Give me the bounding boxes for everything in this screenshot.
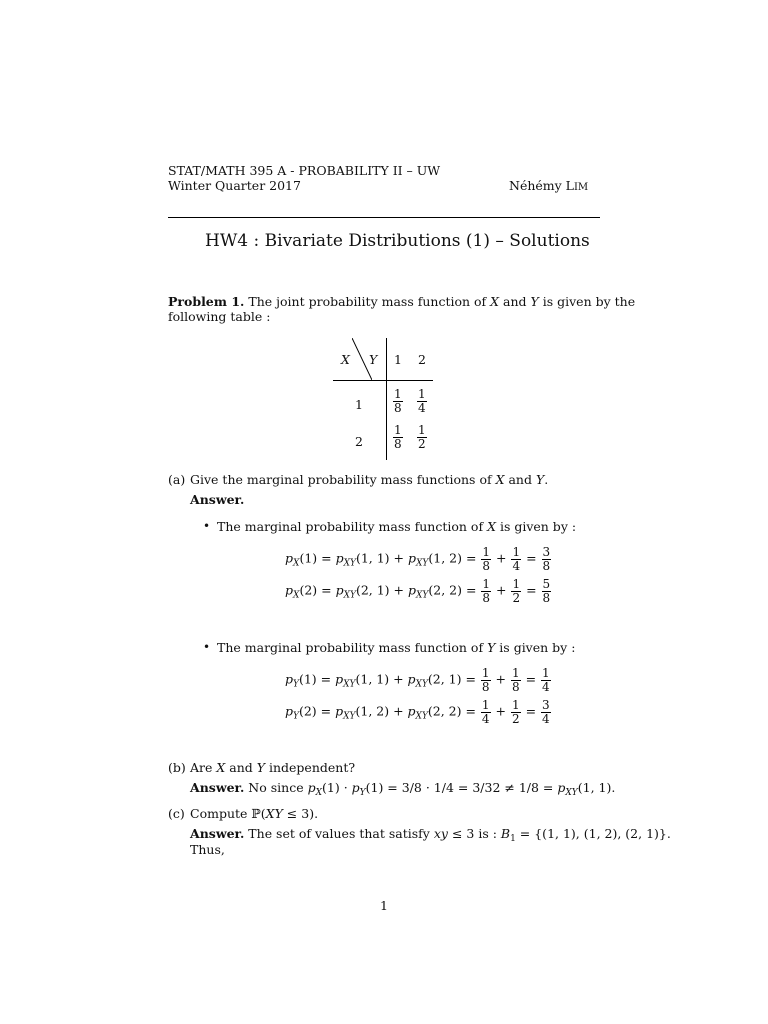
problem-text-line2: following table : [168, 309, 271, 324]
term: Winter Quarter 2017 [168, 178, 301, 193]
part-a-label: (a) [168, 472, 186, 487]
part-a-question: Give the marginal probability mass functions of X and Y. [190, 472, 549, 487]
eq-px2: $p_X(2) = p_{XY}(2$, $1) + p_{XY}(2$, 2) = $\frac{1}{8}$ + $\frac{1}{2}$ = $\frac{5}{8}$ [285, 577, 551, 605]
part-a-bullet1: The marginal probability mass function of X is given by : [217, 519, 577, 534]
table-vertical-rule [386, 338, 387, 460]
eq-py2: $p_Y(2) = p_{XY}(1$, $2) + p_{XY}(2$, 2) = $\frac{1}{4}$ + $\frac{1}{2}$ = $\frac{3}{4}$ [285, 698, 550, 726]
part-c-answer: Answer. The set of values that satisfy xy ≤ 3 is : $B_1 = \{(1$, 1), (1, 2), (2, 1)}. [190, 826, 671, 844]
header-rule [168, 217, 600, 218]
part-a-answer-label: Answer. [190, 492, 245, 507]
problem-text-line1: The joint probability mass function of X and Y is given by the [248, 294, 636, 309]
table-cell: $\frac{1}{4}$ [418, 387, 426, 415]
part-c-label: (c) [168, 806, 185, 821]
table-row-header: 2 [355, 434, 363, 449]
eq-px1: $p_X(1) = p_{XY}(1$, $1) + p_{XY}(1$, 2) = $\frac{1}{8}$ + $\frac{1}{4}$ = $\frac{3}{8}$ [285, 545, 551, 573]
table-row-header: 1 [355, 397, 363, 412]
part-b-label: (b) [168, 760, 186, 775]
bullet-icon: • [203, 519, 211, 533]
part-b-answer: Answer. No since $p_X(1) \cdot p_Y(1) = 3/8 \cdot 1/4 = 3/32 \ne 1/8 = p_{XY}(1$, 1). [190, 780, 616, 798]
table-diagonal [352, 338, 372, 380]
table-cell: $\frac{1}{8}$ [394, 387, 402, 415]
author: Néhémy LIM [509, 178, 589, 193]
part-c-question: Compute ℙ(XY ≤ 3). [190, 806, 319, 821]
table-cell: $\frac{1}{2}$ [418, 423, 426, 451]
table-cell: $\frac{1}{8}$ [394, 423, 402, 451]
course-title: STAT/MATH 395 A - PROBABILITY II – UW [168, 163, 441, 178]
table-col-header: 1 [394, 352, 402, 367]
eq-py1: $p_Y(1) = p_{XY}(1$, $1) + p_{XY}(2$, 1) = $\frac{1}{8}$ + $\frac{1}{8}$ = $\frac{1}{4}$ [285, 666, 550, 694]
part-b-question: Are X and Y independent? [190, 760, 356, 775]
part-c-thus: Thus, [190, 842, 225, 857]
problem-statement [168, 294, 635, 309]
problem-label: Problem 1. [168, 294, 245, 309]
page-title: HW4 : Bivariate Distributions (1) – Solutions [205, 231, 590, 251]
part-a-bullet2: The marginal probability mass function of Y is given by : [217, 640, 576, 655]
table-col-header: 2 [418, 352, 426, 367]
table-corner-x: X [341, 352, 350, 367]
table-corner-y: Y [369, 352, 378, 367]
bullet-icon: • [203, 640, 211, 654]
page-number: 1 [380, 898, 388, 913]
table-horizontal-rule [333, 380, 433, 381]
